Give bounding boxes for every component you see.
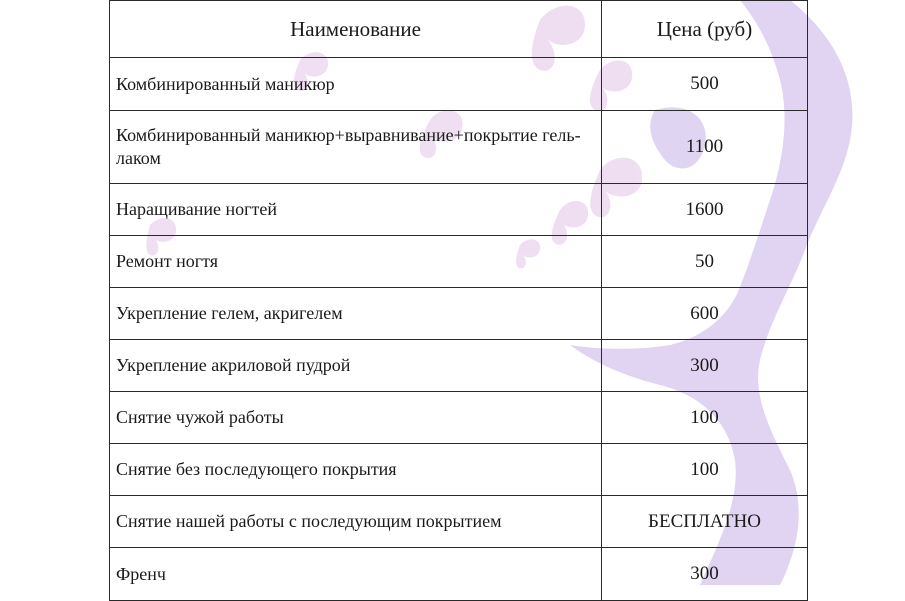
service-name: Комбинированный маникюр+выравнивание+покрытие гель-лаком: [110, 111, 602, 184]
table-row: [110, 58, 808, 111]
service-price: 300: [602, 548, 808, 601]
service-name: Снятие нашей работы с последующим покрытием: [110, 496, 602, 548]
table-row: [110, 548, 808, 601]
service-price: 100: [602, 392, 808, 444]
table-row: [110, 340, 808, 392]
service-name: Снятие без последующего покрытия: [110, 444, 602, 496]
service-price: 100: [602, 444, 808, 496]
service-name: Укрепление гелем, акригелем: [110, 288, 602, 340]
service-name: Ремонт ногтя: [110, 236, 602, 288]
service-name: Наращивание ногтей: [110, 184, 602, 236]
table-row: [110, 236, 808, 288]
column-header-name: Наименование: [110, 1, 602, 58]
service-price: 1100: [602, 111, 808, 184]
service-name: Снятие чужой работы: [110, 392, 602, 444]
service-price: 500: [602, 58, 808, 111]
service-name: Френч: [110, 548, 602, 601]
service-price: 50: [602, 236, 808, 288]
service-price: 300: [602, 340, 808, 392]
table-row: [110, 111, 808, 184]
price-table: [109, 0, 808, 601]
table-row: [110, 392, 808, 444]
service-price: БЕСПЛАТНО: [602, 496, 808, 548]
table-header-row: [110, 1, 808, 58]
service-name: Укрепление акриловой пудрой: [110, 340, 602, 392]
table-row: [110, 184, 808, 236]
table-row: [110, 444, 808, 496]
column-header-price: Цена (руб): [602, 1, 808, 58]
service-price: 600: [602, 288, 808, 340]
service-price: 1600: [602, 184, 808, 236]
service-name: Комбинированный маникюр: [110, 58, 602, 111]
table-row: [110, 496, 808, 548]
table-row: [110, 288, 808, 340]
